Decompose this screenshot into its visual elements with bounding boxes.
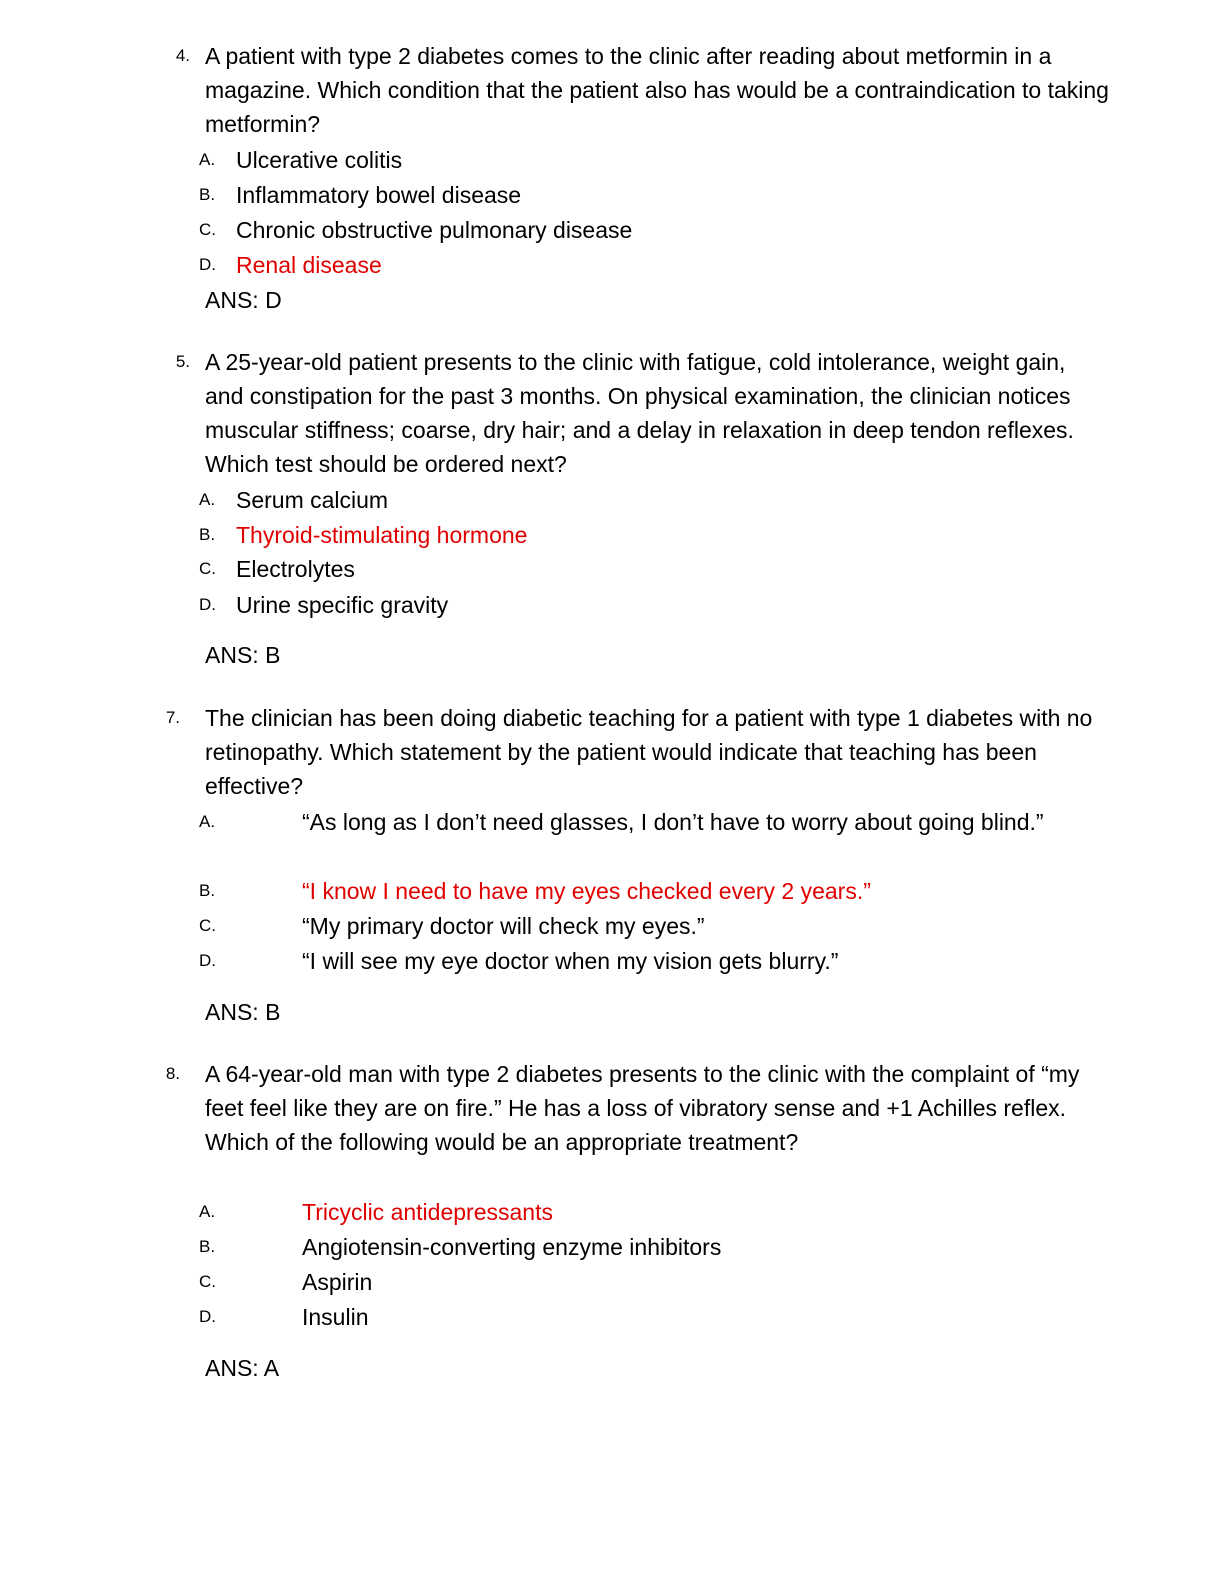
question-number: 5. xyxy=(175,352,190,371)
option-letter: C. xyxy=(199,559,216,578)
option-text: Ulcerative colitis xyxy=(236,147,403,173)
option-text: Electrolytes xyxy=(236,556,355,582)
question-number: 7. xyxy=(165,708,180,727)
option-letter: C. xyxy=(199,916,216,935)
option-text: Aspirin xyxy=(302,1269,373,1295)
question-stem: A 25-year-old patient presents to the clinic with fatigue, cold intolerance, weight gain, and constipation for the past 3 months. On physical examination, the clinician notices muscular stiffness; coarse, dry hair; and a delay in relaxation in deep tendon reflexes. Which test should be ordered next? xyxy=(205,349,1074,477)
option-text: Urine specific gravity xyxy=(236,592,449,618)
correct-option-text: “I know I need to have my eyes checked every 2 years.” xyxy=(302,878,871,904)
question-stem: A patient with type 2 diabetes comes to the clinic after reading about metformin in a magazine. Which condition that the patient also has would be a contraindication to taking metformin? xyxy=(205,43,1109,137)
option-letter: A. xyxy=(199,150,216,169)
option-letter: B. xyxy=(199,1237,216,1256)
option-letter: B. xyxy=(199,881,216,900)
option-letter: C. xyxy=(199,220,216,239)
option-text: “As long as I don’t need glasses, I don’t have to worry about going blind.” xyxy=(302,809,1044,835)
option-letter: D. xyxy=(199,595,216,614)
option-text: “My primary doctor will check my eyes.” xyxy=(302,913,705,939)
option-text: Inflammatory bowel disease xyxy=(236,182,522,208)
option-letter: A. xyxy=(199,812,216,831)
option-text: Angiotensin-converting enzyme inhibitors xyxy=(302,1234,722,1260)
option-letter: D. xyxy=(199,1307,216,1326)
answer-key: ANS: A xyxy=(205,1355,280,1381)
option-text: “I will see my eye doctor when my vision gets blurry.” xyxy=(302,948,839,974)
question-stem: A 64-year-old man with type 2 diabetes presents to the clinic with the complaint of “my feet feel like they are on fire.” He has a loss of vibratory sense and +1 Achilles reflex. Which of the following would be an appropriate treatment? xyxy=(205,1061,1080,1155)
option-letter: A. xyxy=(199,490,216,509)
option-text: Insulin xyxy=(302,1304,369,1330)
option-letter: B. xyxy=(199,185,216,204)
question-number: 4. xyxy=(175,46,190,65)
correct-option-text: Tricyclic antidepressants xyxy=(302,1199,553,1225)
answer-key: ANS: D xyxy=(205,287,282,313)
option-letter: A. xyxy=(199,1202,216,1221)
correct-option-text: Thyroid-stimulating hormone xyxy=(236,522,528,548)
option-letter: C. xyxy=(199,1272,216,1291)
question-number: 8. xyxy=(165,1064,180,1083)
answer-key: ANS: B xyxy=(205,642,281,668)
option-letter: B. xyxy=(199,525,216,544)
option-letter: D. xyxy=(199,255,216,274)
question-stem: The clinician has been doing diabetic teaching for a patient with type 1 diabetes with no retinopathy. Which statement by the patient would indicate that teaching has been effective? xyxy=(205,705,1093,799)
option-letter: D. xyxy=(199,951,216,970)
correct-option-text: Renal disease xyxy=(236,252,382,278)
option-text: Serum calcium xyxy=(236,487,389,513)
option-text: Chronic obstructive pulmonary disease xyxy=(236,217,633,243)
answer-key: ANS: B xyxy=(205,999,281,1025)
